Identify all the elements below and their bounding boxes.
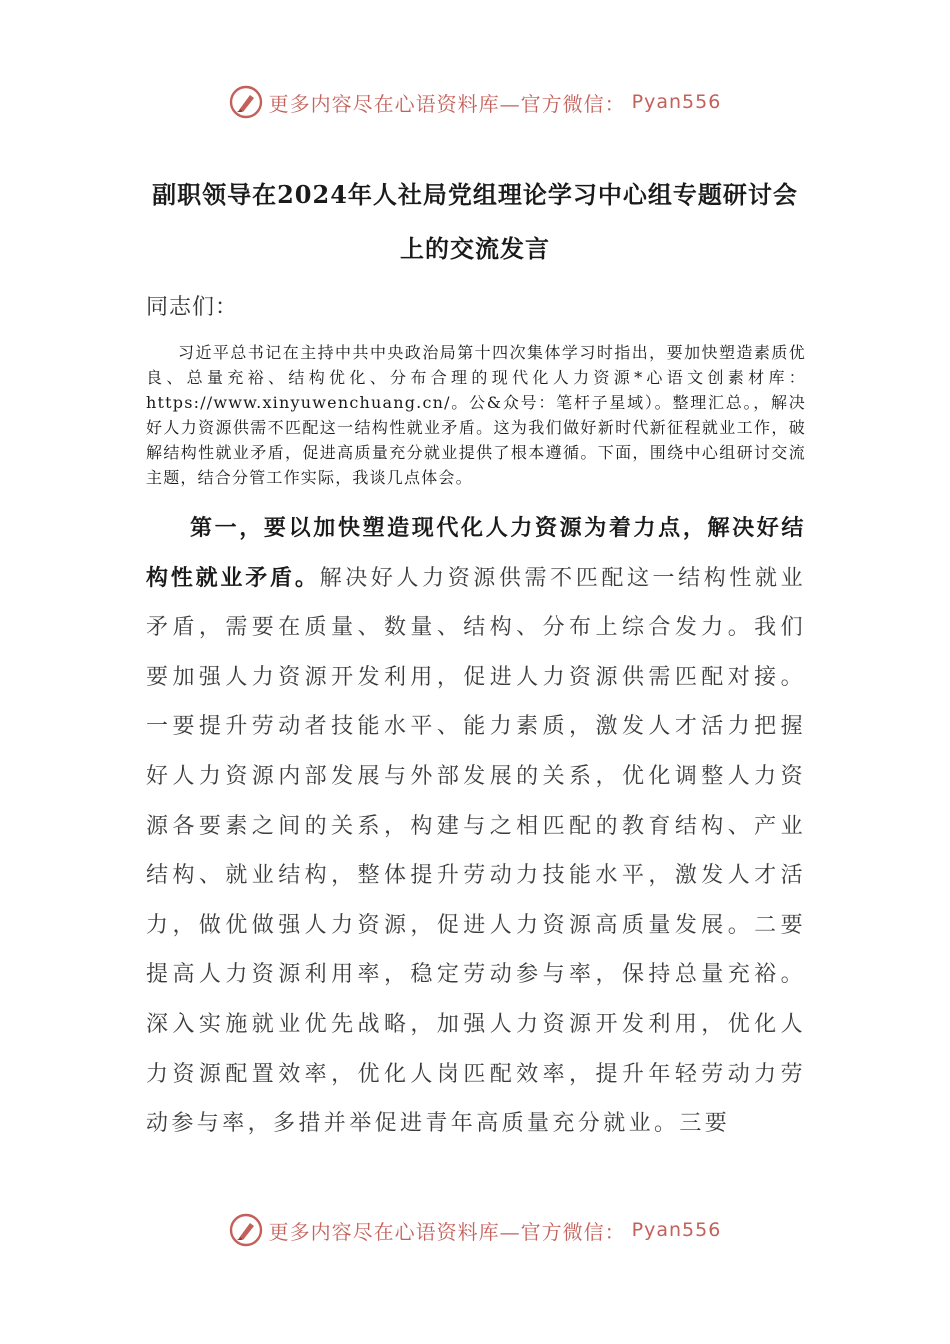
intro-paragraph: 习近平总书记在主持中共中央政治局第十四次集体学习时指出，要加快塑造素质优良、总量充裕、结构优化、分布合理的现代化人力资源*心语文创素材库：https://www.xinyuwenchuang.cn/。公&众号：笔杆子星域）。整理汇总。，解决好人力资源供需不匹配这一结构性就业矛盾。这为我们做好新时代新征程就业工作，破解结构性就业矛盾，促进高质量充分就业提供了根本遵循。下面，围绕中心组研讨交流主题，结合分管工作实际，我谈几点体会。 [146, 343, 806, 487]
document-title [120, 168, 830, 276]
pen-nib-logo-icon [229, 85, 263, 119]
title-line-1: 副职领导在2024年人社局党组理论学习中心组专题研讨会 [152, 180, 798, 209]
section-1-heading: 第一，要以加快塑造现代化人力资源为着力点，解决好结构性就业矛盾。 [146, 515, 806, 591]
section-1-body: 解决好人力资源供需不匹配这一结构性就业矛盾，需要在质量、数量、结构、分布上综合发力。我们要加强人力资源开发利用，促进人力资源供需匹配对接。一要提升劳动者技能水平、能力素质，激发人才活力把握好人力资源内部发展与外部发展的关系，优化调整人力资源各要素之间的关系，构建与之相匹配的教育结构、产业结构、就业结构，整体提升劳动力技能水平，激发人才活力，做优做强人力资源，促进人力资源高质量发展。二要提高人力资源利用率，稳定劳动参与率，保持总量充裕。深入实施就业优先战略，加强人力资源开发利用，优化人力资源配置效率，优化人岗匹配效率，提升年轻劳动力劳动参与率，多措并举促进青年高质量充分就业。三要 [146, 565, 806, 1137]
header-watermark-banner [0, 82, 950, 122]
footer-watermark-banner [0, 1210, 950, 1250]
banner-text: 更多内容尽在心语资料库—官方微信： [268, 91, 626, 116]
salutation: 同志们： [146, 295, 239, 320]
wechat-id: Pyan556 [631, 1219, 722, 1241]
section-1-paragraph [146, 504, 806, 1149]
wechat-id: Pyan556 [631, 91, 722, 113]
pen-nib-logo-icon [229, 1213, 263, 1247]
banner-text: 更多内容尽在心语资料库—官方微信： [268, 1219, 626, 1244]
title-line-2: 上的交流发言 [400, 234, 550, 263]
